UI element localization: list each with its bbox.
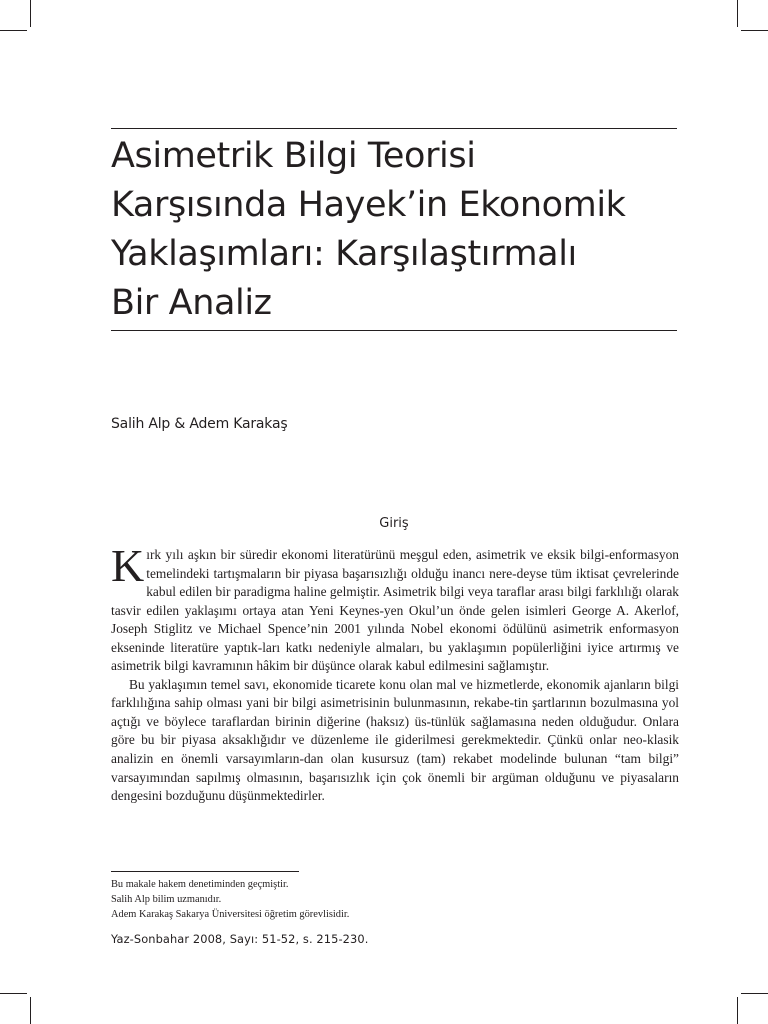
- footnotes: [111, 877, 349, 923]
- crop-mark-bottom-right-v: [737, 997, 738, 1024]
- footnote: Bu makale hakem denetiminden geçmiştir.: [111, 879, 289, 890]
- crop-mark-top-right-h: [741, 30, 768, 31]
- title-top-rule: [111, 128, 677, 129]
- crop-mark-top-right-v: [737, 0, 738, 27]
- crop-mark-bottom-left-v: [30, 997, 31, 1024]
- section-heading: Giriş: [379, 516, 409, 531]
- footnote: Salih Alp bilim uzmanıdır.: [111, 894, 222, 906]
- paragraph-text: ırk yılı aşkın bir süredir ekonomi literatürünü meşgul eden, asimetrik ve eksik bilgi-enformasyon temelindeki tartışmaların bir piyasa başarısızlığı olduğu inancı nere-deyse tüm iktisat çevrelerinde kabul edilen bir paradigma haline gelmiştir. Asimetrik bilgi veya taraflar arası bilgi farklılığı olarak tasvir edilen yaklaşımı ortaya atan Yeni Keynes-yen Okul’un önde gelen isimleri George A. Akerlof, Joseph Stiglitz ve Michael Spence’nin 2001 yılında Nobel ekonomi ödülünü asimetrik enformasyon ekseninde literatüre yaptık-ları katkı nedeniyle almaları, bu yaklaşımın popülerliğini iyice artırmış ve asimetrik bilgi kavramının hâkim bir düşünce olarak kabul edilmesini sağlamıştır.: [111, 547, 679, 674]
- title-line: Bir Analiz: [111, 283, 272, 323]
- paragraph: [111, 540, 679, 676]
- drop-cap: K: [111, 540, 145, 591]
- authors: Salih Alp & Adem Karakaş: [111, 416, 288, 432]
- title-line: Yaklaşımları: Karşılaştırmalı: [111, 234, 577, 274]
- crop-mark-top-left-h: [0, 30, 27, 31]
- crop-mark-bottom-right-h: [741, 993, 768, 994]
- crop-mark-bottom-left-h: [0, 993, 27, 994]
- article-title: [111, 132, 681, 328]
- title-line: Asimetrik Bilgi Teorisi: [111, 136, 476, 176]
- journal-citation: Yaz-Sonbahar 2008, Sayı: 51-52, s. 215-230.: [111, 932, 369, 946]
- footnote: Adem Karakaş Sakarya Üniversitesi öğretim görevlisidir.: [111, 909, 350, 921]
- article-body: [111, 540, 679, 806]
- paragraph: Bu yaklaşımın temel savı, ekonomide ticarete konu olan mal ve hizmetlerde, ekonomik ajanların bilgi farklılığına sahip olması yani bir bilgi asimetrisinin bulunmasının, rekabe-tin şartlarının bozulmasına yol açtığı ve böylece taraflardan birinin diğerine (haksız) üs-tünlük sağlamasına neden olduğudur. Onlara göre bu bir piyasa aksaklığıdır ve düzenleme ile giderilmesi gerekmektedir. Çünkü onlar neo-klasik analizin en önemli varsayımların-dan olan kusursuz (tam) rekabet modelinde bulunan “tam bilgi” varsayımından sapılmış olmasının, başarısızlık için çok önemli bir argüman olduğunu ve piyasaların dengesini bozduğunu düşünmektedirler.: [111, 676, 679, 804]
- crop-mark-top-left-v: [30, 0, 31, 27]
- title-line: Karşısında Hayek’in Ekonomik: [111, 185, 626, 225]
- footnote-rule: [111, 871, 299, 872]
- title-bottom-rule: [111, 330, 677, 331]
